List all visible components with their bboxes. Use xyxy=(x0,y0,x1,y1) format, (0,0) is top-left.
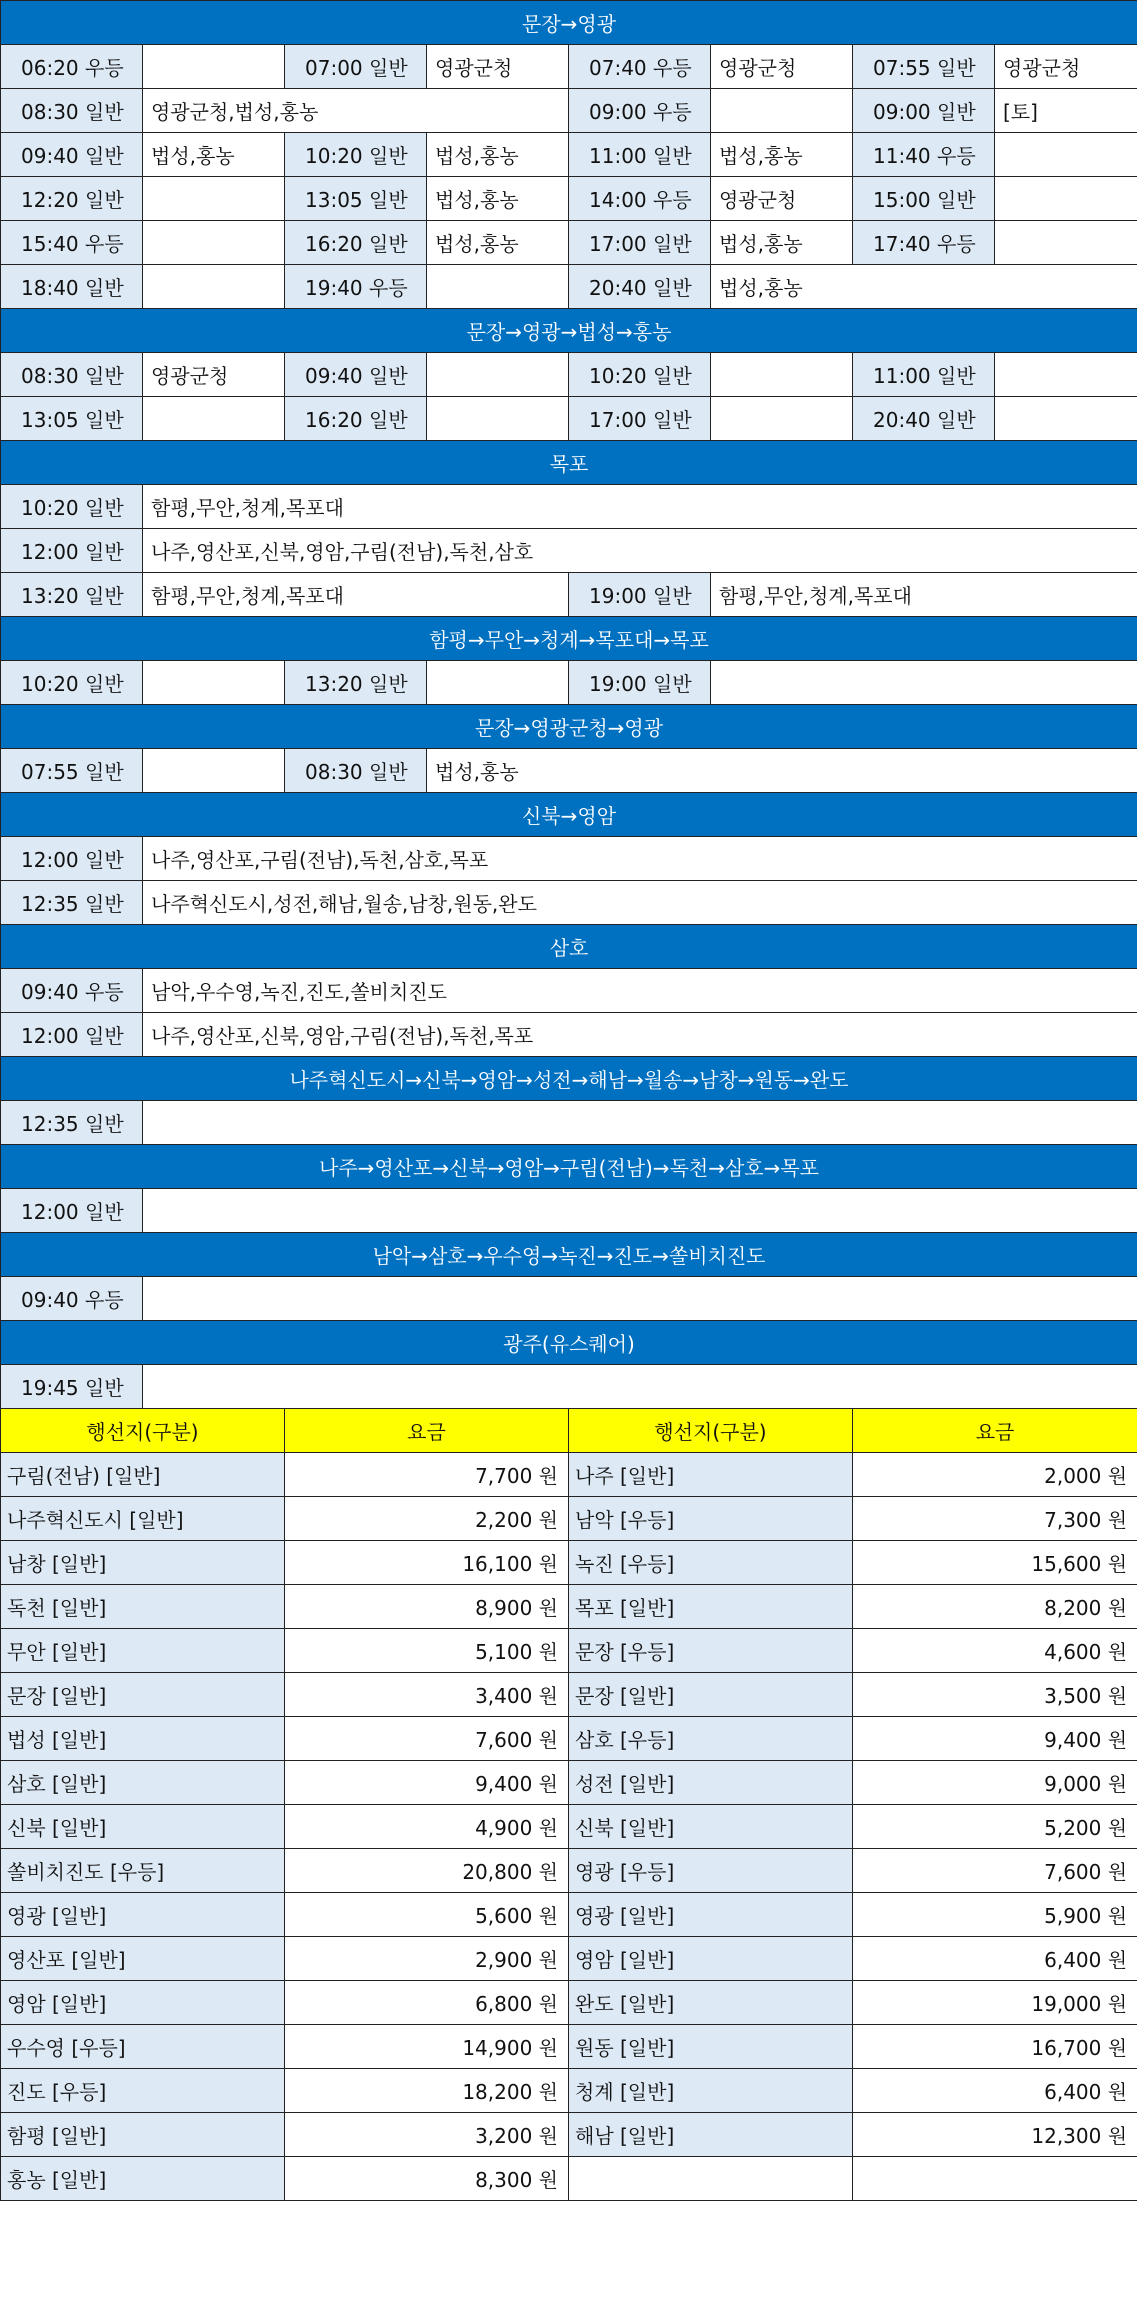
fare-destination: 문장 [우등] xyxy=(569,1629,853,1673)
fare-row xyxy=(1,1497,1137,1541)
departure-time: 08:30 일반 xyxy=(285,749,427,793)
departure-time: 09:00 일반 xyxy=(853,89,995,133)
fare-row xyxy=(1,2025,1137,2069)
route-stops: 영광군청 xyxy=(711,45,853,89)
fare-row xyxy=(1,2069,1137,2113)
schedule-row xyxy=(1,1189,1137,1233)
departure-time: 16:20 일반 xyxy=(285,221,427,265)
schedule-row xyxy=(1,1365,1137,1409)
route-stops xyxy=(995,133,1137,177)
departure-time: 15:00 일반 xyxy=(853,177,995,221)
fare-header-price: 요금 xyxy=(285,1409,569,1453)
fare-destination: 완도 [일반] xyxy=(569,1981,853,2025)
route-stops xyxy=(143,1101,1137,1145)
fare-price: 8,200 원 xyxy=(853,1585,1137,1629)
fare-price: 20,800 원 xyxy=(285,1849,569,1893)
schedule-row xyxy=(1,397,1137,441)
departure-time: 11:00 일반 xyxy=(569,133,711,177)
fare-row xyxy=(1,2113,1137,2157)
departure-time: 12:00 일반 xyxy=(1,1189,143,1233)
route-stops xyxy=(143,661,285,705)
departure-time: 19:40 우등 xyxy=(285,265,427,309)
route-stops: 나주,영산포,신북,영암,구림(전남),독천,삼호 xyxy=(143,529,1137,573)
fare-row xyxy=(1,1453,1137,1497)
route-stops xyxy=(995,177,1137,221)
departure-time: 18:40 일반 xyxy=(1,265,143,309)
departure-time: 12:00 일반 xyxy=(1,529,143,573)
section-title: 문장→영광군청→영광 xyxy=(1,705,1137,749)
route-stops: 영광군청,법성,홍농 xyxy=(143,89,569,133)
fare-destination: 홍농 [일반] xyxy=(1,2157,285,2201)
fare-destination: 영광 [일반] xyxy=(1,1893,285,1937)
fare-price: 5,200 원 xyxy=(853,1805,1137,1849)
route-stops xyxy=(143,221,285,265)
fare-destination: 나주 [일반] xyxy=(569,1453,853,1497)
route-stops xyxy=(143,45,285,89)
departure-time: 13:20 일반 xyxy=(285,661,427,705)
route-stops: 영광군청 xyxy=(995,45,1137,89)
section-title: 나주→영산포→신북→영암→구림(전남)→독천→삼호→목포 xyxy=(1,1145,1137,1189)
fare-destination: 삼호 [우등] xyxy=(569,1717,853,1761)
departure-time: 07:00 일반 xyxy=(285,45,427,89)
fare-price: 9,000 원 xyxy=(853,1761,1137,1805)
route-stops xyxy=(711,397,853,441)
departure-time: 08:30 일반 xyxy=(1,89,143,133)
fare-row xyxy=(1,1893,1137,1937)
route-stops xyxy=(995,397,1137,441)
route-stops xyxy=(995,353,1137,397)
fare-header-price: 요금 xyxy=(853,1409,1137,1453)
section-header-row xyxy=(1,1233,1137,1277)
fare-price: 7,600 원 xyxy=(285,1717,569,1761)
fare-price: 8,900 원 xyxy=(285,1585,569,1629)
route-stops: 나주,영산포,신북,영암,구림(전남),독천,목포 xyxy=(143,1013,1137,1057)
route-stops: 영광군청 xyxy=(711,177,853,221)
route-stops: 법성,홍농 xyxy=(711,221,853,265)
route-stops xyxy=(427,353,569,397)
fare-price: 9,400 원 xyxy=(285,1761,569,1805)
fare-destination: 쏠비치진도 [우등] xyxy=(1,1849,285,1893)
fare-destination: 영암 [일반] xyxy=(569,1937,853,1981)
departure-time: 13:05 일반 xyxy=(285,177,427,221)
departure-time: 11:00 일반 xyxy=(853,353,995,397)
departure-time: 14:00 우등 xyxy=(569,177,711,221)
fare-price: 7,300 원 xyxy=(853,1497,1137,1541)
schedule-row xyxy=(1,749,1137,793)
departure-time: 07:55 일반 xyxy=(1,749,143,793)
section-header-row xyxy=(1,1057,1137,1101)
section-title: 남악→삼호→우수영→녹진→진도→쏠비치진도 xyxy=(1,1233,1137,1277)
departure-time: 13:20 일반 xyxy=(1,573,143,617)
fare-destination: 영광 [일반] xyxy=(569,1893,853,1937)
departure-time: 10:20 일반 xyxy=(1,661,143,705)
section-title: 삼호 xyxy=(1,925,1137,969)
fare-header-row xyxy=(1,1409,1137,1453)
schedule-row xyxy=(1,221,1137,265)
fare-price: 5,100 원 xyxy=(285,1629,569,1673)
fare-price: 4,600 원 xyxy=(853,1629,1137,1673)
departure-time: 15:40 우등 xyxy=(1,221,143,265)
route-stops xyxy=(995,221,1137,265)
schedule-row xyxy=(1,133,1137,177)
schedule-row xyxy=(1,881,1137,925)
fare-price: 4,900 원 xyxy=(285,1805,569,1849)
fare-destination: 신북 [일반] xyxy=(1,1805,285,1849)
fare-destination: 녹진 [우등] xyxy=(569,1541,853,1585)
section-title: 신북→영암 xyxy=(1,793,1137,837)
fare-destination: 남악 [우등] xyxy=(569,1497,853,1541)
departure-time: 09:40 일반 xyxy=(1,133,143,177)
schedule-row xyxy=(1,1013,1137,1057)
route-stops: 법성,홍농 xyxy=(143,133,285,177)
fare-row xyxy=(1,1761,1137,1805)
route-stops: 법성,홍농 xyxy=(427,749,1137,793)
fare-row xyxy=(1,1937,1137,1981)
route-stops xyxy=(427,397,569,441)
schedule-body xyxy=(1,1,1137,1409)
fare-destination: 남창 [일반] xyxy=(1,1541,285,1585)
fare-destination: 영산포 [일반] xyxy=(1,1937,285,1981)
fare-destination: 청계 [일반] xyxy=(569,2069,853,2113)
route-stops xyxy=(427,265,569,309)
section-title: 목포 xyxy=(1,441,1137,485)
fare-price: 7,600 원 xyxy=(853,1849,1137,1893)
fare-price: 16,700 원 xyxy=(853,2025,1137,2069)
fare-header-destination: 행선지(구분) xyxy=(1,1409,285,1453)
section-header-row xyxy=(1,1145,1137,1189)
section-header-row xyxy=(1,793,1137,837)
departure-time: 17:00 일반 xyxy=(569,221,711,265)
departure-time: 20:40 일반 xyxy=(569,265,711,309)
fare-price: 6,400 원 xyxy=(853,2069,1137,2113)
route-stops: 함평,무안,청계,목포대 xyxy=(143,485,1137,529)
fare-price: 15,600 원 xyxy=(853,1541,1137,1585)
departure-time: 17:00 일반 xyxy=(569,397,711,441)
section-header-row xyxy=(1,309,1137,353)
fare-price: 2,900 원 xyxy=(285,1937,569,1981)
fare-row xyxy=(1,1849,1137,1893)
fare-destination: 나주혁신도시 [일반] xyxy=(1,1497,285,1541)
fare-row xyxy=(1,1629,1137,1673)
fare-price: 5,600 원 xyxy=(285,1893,569,1937)
route-stops xyxy=(143,1277,1137,1321)
fare-destination: 목포 [일반] xyxy=(569,1585,853,1629)
route-stops: 법성,홍농 xyxy=(427,177,569,221)
route-stops: 법성,홍농 xyxy=(711,265,1137,309)
route-stops xyxy=(427,661,569,705)
departure-time: 19:00 일반 xyxy=(569,661,711,705)
fare-destination: 삼호 [일반] xyxy=(1,1761,285,1805)
fare-destination: 신북 [일반] xyxy=(569,1805,853,1849)
departure-time: 09:00 우등 xyxy=(569,89,711,133)
section-header-row xyxy=(1,1321,1137,1365)
schedule-row xyxy=(1,837,1137,881)
fare-row xyxy=(1,1541,1137,1585)
route-stops: 영광군청 xyxy=(143,353,285,397)
fare-price: 19,000 원 xyxy=(853,1981,1137,2025)
schedule-row xyxy=(1,1277,1137,1321)
fare-destination: 진도 [우등] xyxy=(1,2069,285,2113)
departure-time: 10:20 일반 xyxy=(285,133,427,177)
schedule-row xyxy=(1,177,1137,221)
fare-price: 2,200 원 xyxy=(285,1497,569,1541)
fare-row xyxy=(1,1981,1137,2025)
fare-row xyxy=(1,1717,1137,1761)
fare-destination: 성전 [일반] xyxy=(569,1761,853,1805)
schedule-row xyxy=(1,265,1137,309)
departure-time: 06:20 우등 xyxy=(1,45,143,89)
fare-destination: 구림(전남) [일반] xyxy=(1,1453,285,1497)
route-stops: 나주,영산포,구림(전남),독천,삼호,목포 xyxy=(143,837,1137,881)
fare-price: 3,200 원 xyxy=(285,2113,569,2157)
fare-price xyxy=(853,2157,1137,2201)
fare-price: 7,700 원 xyxy=(285,1453,569,1497)
fare-destination: 영광 [우등] xyxy=(569,1849,853,1893)
departure-time: 12:35 일반 xyxy=(1,1101,143,1145)
departure-time: 19:45 일반 xyxy=(1,1365,143,1409)
departure-time: 10:20 일반 xyxy=(569,353,711,397)
departure-time: 07:55 일반 xyxy=(853,45,995,89)
section-title: 문장→영광 xyxy=(1,1,1137,45)
fare-destination: 문장 [일반] xyxy=(569,1673,853,1717)
route-stops: 영광군청 xyxy=(427,45,569,89)
section-header-row xyxy=(1,705,1137,749)
schedule-row xyxy=(1,89,1137,133)
schedule-row xyxy=(1,353,1137,397)
fare-destination: 영암 [일반] xyxy=(1,1981,285,2025)
schedule-row xyxy=(1,1101,1137,1145)
fare-destination: 문장 [일반] xyxy=(1,1673,285,1717)
fare-destination: 독천 [일반] xyxy=(1,1585,285,1629)
section-title: 함평→무안→청계→목포대→목포 xyxy=(1,617,1137,661)
fare-price: 18,200 원 xyxy=(285,2069,569,2113)
fare-price: 8,300 원 xyxy=(285,2157,569,2201)
route-stops: 법성,홍농 xyxy=(427,133,569,177)
route-stops: 법성,홍농 xyxy=(427,221,569,265)
fare-price: 3,500 원 xyxy=(853,1673,1137,1717)
fare-destination: 함평 [일반] xyxy=(1,2113,285,2157)
fare-price: 6,800 원 xyxy=(285,1981,569,2025)
departure-time: 12:35 일반 xyxy=(1,881,143,925)
fare-price: 9,400 원 xyxy=(853,1717,1137,1761)
fare-price: 5,900 원 xyxy=(853,1893,1137,1937)
fare-price: 12,300 원 xyxy=(853,2113,1137,2157)
departure-time: 11:40 우등 xyxy=(853,133,995,177)
route-stops: 나주혁신도시,성전,해남,월송,남창,원동,완도 xyxy=(143,881,1137,925)
fare-body xyxy=(1,1409,1137,2201)
fare-destination xyxy=(569,2157,853,2201)
route-stops xyxy=(143,1365,1137,1409)
route-stops: 함평,무안,청계,목포대 xyxy=(711,573,1137,617)
route-stops xyxy=(143,397,285,441)
departure-time: 09:40 일반 xyxy=(285,353,427,397)
route-stops: 함평,무안,청계,목포대 xyxy=(143,573,569,617)
fare-price: 3,400 원 xyxy=(285,1673,569,1717)
route-stops xyxy=(143,1189,1137,1233)
departure-time: 08:30 일반 xyxy=(1,353,143,397)
fare-destination: 해남 [일반] xyxy=(569,2113,853,2157)
departure-time: 17:40 우등 xyxy=(853,221,995,265)
departure-time: 09:40 우등 xyxy=(1,969,143,1013)
fare-price: 6,400 원 xyxy=(853,1937,1137,1981)
fare-price: 2,000 원 xyxy=(853,1453,1137,1497)
departure-time: 07:40 우등 xyxy=(569,45,711,89)
fare-price: 16,100 원 xyxy=(285,1541,569,1585)
schedule-row xyxy=(1,485,1137,529)
section-title: 문장→영광→법성→홍농 xyxy=(1,309,1137,353)
section-header-row xyxy=(1,925,1137,969)
fare-row xyxy=(1,2157,1137,2201)
schedule-row xyxy=(1,573,1137,617)
section-header-row xyxy=(1,617,1137,661)
fare-header-destination: 행선지(구분) xyxy=(569,1409,853,1453)
schedule-row xyxy=(1,529,1137,573)
departure-time: 10:20 일반 xyxy=(1,485,143,529)
section-title: 나주혁신도시→신북→영암→성전→해남→월송→남창→원동→완도 xyxy=(1,1057,1137,1101)
route-stops xyxy=(143,749,285,793)
fare-row xyxy=(1,1805,1137,1849)
fare-destination: 무안 [일반] xyxy=(1,1629,285,1673)
fare-price: 14,900 원 xyxy=(285,2025,569,2069)
departure-time: 16:20 일반 xyxy=(285,397,427,441)
fare-destination: 원동 [일반] xyxy=(569,2025,853,2069)
departure-time: 20:40 일반 xyxy=(853,397,995,441)
departure-time: 09:40 우등 xyxy=(1,1277,143,1321)
route-stops xyxy=(143,265,285,309)
route-stops: 남악,우수영,녹진,진도,쏠비치진도 xyxy=(143,969,1137,1013)
route-stops xyxy=(711,89,853,133)
route-stops: 법성,홍농 xyxy=(711,133,853,177)
departure-time: 19:00 일반 xyxy=(569,573,711,617)
departure-time: 12:00 일반 xyxy=(1,1013,143,1057)
schedule-row xyxy=(1,661,1137,705)
fare-row xyxy=(1,1673,1137,1717)
fare-destination: 법성 [일반] xyxy=(1,1717,285,1761)
schedule-row xyxy=(1,45,1137,89)
fare-destination: 우수영 [우등] xyxy=(1,2025,285,2069)
route-stops: [토] xyxy=(995,89,1137,133)
section-header-row xyxy=(1,441,1137,485)
section-title: 광주(유스퀘어) xyxy=(1,1321,1137,1365)
route-stops xyxy=(711,661,1137,705)
schedule-row xyxy=(1,969,1137,1013)
departure-time: 13:05 일반 xyxy=(1,397,143,441)
route-stops xyxy=(711,353,853,397)
fare-row xyxy=(1,1585,1137,1629)
section-header-row xyxy=(1,1,1137,45)
route-stops xyxy=(143,177,285,221)
departure-time: 12:00 일반 xyxy=(1,837,143,881)
departure-time: 12:20 일반 xyxy=(1,177,143,221)
